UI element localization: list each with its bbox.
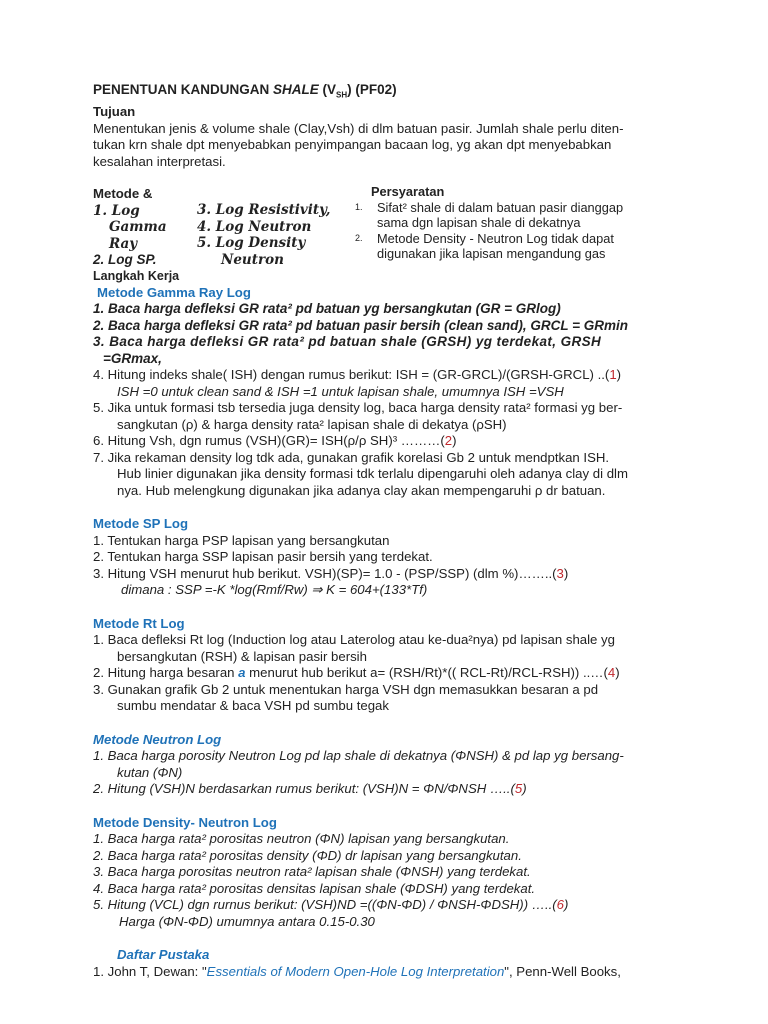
gamma-item-3b: =GRmax,	[103, 350, 162, 366]
metode-item-1c: Ray	[109, 235, 138, 252]
persyaratan-item-1	[355, 200, 655, 216]
gamma-item-4-text: 4. Hitung indeks shale( ISH) dengan rumus berikut: ISH = (GR-GRCL)/(GRSH-GRCL) ..(	[93, 367, 610, 383]
neutron-item-1b: kutan (ΦN)	[117, 764, 183, 780]
persyaratan-item-1b	[355, 215, 655, 231]
rt-item-3b: sumbu mendatar & baca VSH pd sumbu tegak	[117, 698, 389, 714]
langkah-heading: Langkah Kerja	[93, 269, 180, 284]
metode-item-1a: 1. Log	[93, 202, 140, 219]
document-page	[93, 82, 683, 980]
neutron-item-2	[93, 781, 683, 798]
gamma-item-7b: Hub linier digunakan jika density formasi tdk terlalu dipengaruhi oleh adanya clay di dlm	[117, 466, 628, 482]
density-item-5-text: 5. Hitung (VCL) dgn rurnus berikut: (VSH)ND =((ΦN-ΦD) / ΦNSH-ΦDSH)) …..(	[93, 897, 557, 913]
persyaratan-col	[355, 184, 655, 262]
density-eq-6-close: )	[564, 897, 569, 913]
metode-item-5: 5. Log Density	[197, 235, 306, 252]
gamma-item-4b: ISH =0 untuk clean sand & ISH =1 untuk lapisan shale, umumnya ISH =VSH	[117, 383, 564, 399]
gamma-item-7c: nya. Hub melengkung digunakan jika adanya clay akan mempengaruhi ρ dr batuan.	[117, 482, 606, 498]
metode-item-3: 3. Log Resistivity,	[197, 202, 331, 219]
gamma-eq-2-close: )	[452, 433, 457, 449]
gamma-item-7: 7. Jika rekaman density log tdk ada, gunakan grafik korelasi Gb 2 untuk mendptkan ISH.	[93, 449, 610, 465]
title-end: ) (PF02)	[347, 82, 397, 97]
title-tail: (V	[318, 82, 337, 97]
gamma-item-6-text: 6. Hitung Vsh, dgn rumus (VSH)(GR)= ISH(ρ/ρ SH)³ ………(	[93, 433, 445, 449]
gamma-eq-2: 2	[444, 433, 453, 449]
density-item-5	[93, 897, 683, 914]
gamma-item-1: 1. Baca harga defleksi GR rata² pd batuan yg bersangkutan (GR = GRlog)	[93, 301, 561, 317]
density-item-3: 3. Baca harga porositas neutron rata² lapisan shale (ΦNSH) yang terdekat.	[93, 864, 531, 880]
density-item-4: 4. Baca harga rata² porositas densitas lapisan shale (ΦDSH) yang terdekat.	[93, 880, 536, 896]
persyaratan-text-1a: Sifat² shale di dalam batuan pasir dianggap	[377, 199, 624, 215]
metode-item-4: 4. Log Neutron	[197, 218, 312, 235]
rt-item-3: 3. Gunakan grafik Gb 2 untuk menentukan harga VSH dgn memasukkan besaran a pd	[93, 681, 599, 697]
neutron-eq-5-close: )	[522, 781, 527, 797]
persyaratan-text-1b: sama dgn lapisan shale di dekatnya	[377, 215, 581, 231]
rt-item-1: 1. Baca defleksi Rt log (Induction log atau Laterolog atau ke-dua²nya) pd lapisan shale yg	[93, 632, 615, 648]
persyaratan-text-2b: digunakan jika lapisan mengandung gas	[377, 246, 606, 262]
persyaratan-item-2b	[355, 246, 655, 262]
gamma-eq-1-close: )	[616, 367, 622, 383]
gamma-heading: Metode Gamma Ray Log	[97, 284, 251, 300]
persyaratan-num-2: 2.	[355, 232, 363, 243]
persyaratan-num-1: 1.	[355, 201, 363, 212]
sp-item-2: 2. Tentukan harga SSP lapisan pasir bersih yang terdekat.	[93, 549, 433, 565]
title-italic: SHALE	[273, 82, 319, 97]
density-item-5b: Harga (ΦN-ΦD) umumnya antara 0.15-0.30	[119, 913, 375, 929]
page-title	[93, 82, 683, 104]
gamma-item-3: 3. Baca harga defleksi GR rata² pd batuan shale (GRSH) yg terdekat, GRSH	[93, 334, 602, 350]
density-item-1: 1. Baca harga rata² porositas neutron (ΦN) lapisan yang bersangkutan.	[93, 831, 510, 847]
gamma-item-6	[93, 433, 683, 450]
sp-heading: Metode SP Log	[93, 516, 189, 532]
metode-col-2	[197, 202, 377, 268]
metode-item-2: 2. Log SP.	[93, 252, 157, 268]
neutron-eq-5: 5	[514, 781, 523, 797]
rt-item-1b: bersangkutan (RSH) & lapisan pasir bersih	[117, 648, 367, 664]
pustaka-author: 1. John T, Dewan: "	[93, 963, 207, 979]
metode-item-1b: Gamma	[109, 219, 167, 236]
rt-item-2	[93, 665, 683, 682]
rt-eq-4-close: )	[615, 665, 620, 681]
sp-item-3b: dimana : SSP =-K *log(Rmf/Rw) ⇒ K = 604+(133*Tf)	[121, 582, 428, 598]
density-item-2: 2. Baca harga rata² porositas density (ΦD) dr lapisan yang bersangkutan.	[93, 847, 522, 863]
sp-eq-3: 3	[556, 565, 564, 581]
gamma-eq-1: 1	[609, 367, 617, 383]
density-heading: Metode Density- Neutron Log	[93, 814, 277, 830]
title-sub: SH	[336, 90, 348, 100]
neutron-item-2-text: 2. Hitung (VSH)N berdasarkan rumus berikut: (VSH)N = ΦN/ΦNSH …..(	[93, 781, 515, 797]
gamma-item-5b: sangkutan (ρ) & harga density rata² lapisan shale di dekatya (ρSH)	[117, 416, 507, 432]
sp-item-1: 1. Tentukan harga PSP lapisan yang bersangkutan	[93, 532, 390, 548]
tujuan-heading: Tujuan	[93, 104, 136, 120]
metode-item-5b: Neutron	[221, 251, 284, 268]
rt-eq-4: 4	[607, 665, 616, 681]
density-eq-6: 6	[556, 897, 565, 913]
gamma-item-5: 5. Jika untuk formasi tsb tersedia juga density log, baca harga density rata² formasi yg ber-	[93, 400, 623, 416]
rt-a-symbol: a	[238, 665, 246, 681]
gamma-item-4	[93, 367, 683, 384]
pustaka-title[interactable]: Essentials of Modern Open-Hole Log Interpretation	[206, 963, 505, 979]
metode-col-1	[93, 186, 203, 269]
persyaratan-text-2a: Metode Density - Neutron Log tidak dapat	[377, 230, 614, 246]
persyaratan-item-2	[355, 231, 655, 247]
tujuan-line-1: Menentukan jenis & volume shale (Clay,Vsh) di dlm batuan pasir. Jumlah shale perlu diten-	[93, 120, 624, 136]
neutron-heading: Metode Neutron Log	[93, 731, 222, 747]
metode-heading: Metode &	[93, 186, 153, 202]
persyaratan-heading: Persyaratan	[371, 184, 445, 200]
tujuan-line-3: kesalahan interpretasi.	[93, 153, 226, 169]
rt-heading: Metode Rt Log	[93, 615, 185, 631]
title-text: PENENTUAN KANDUNGAN	[93, 82, 274, 97]
tujuan-line-2: tukan krn shale dpt menyebabkan penyimpangan bacaan log, yg akan dpt menyebabkan	[93, 137, 612, 153]
pustaka-publisher: ", Penn-Well Books,	[504, 963, 621, 979]
sp-eq-3-close: )	[563, 565, 569, 581]
pustaka-item-1	[93, 964, 683, 981]
sp-item-3	[93, 566, 683, 583]
neutron-item-1: 1. Baca harga porosity Neutron Log pd lap shale di dekatnya (ΦNSH) & pd lap yg bersang-	[93, 748, 624, 764]
metode-persyaratan-block	[93, 186, 683, 268]
rt-item-2-rest: menurut hub berikut a= (RSH/Rt)*(( RCL-Rt)/RCL-RSH)) ..…(	[245, 665, 608, 681]
rt-item-2-text: 2. Hitung harga besaran	[93, 665, 239, 681]
gamma-item-2: 2. Baca harga defleksi GR rata² pd batuan pasir bersih (clean sand), GRCL = GRmin	[93, 317, 629, 333]
pustaka-heading: Daftar Pustaka	[117, 947, 210, 963]
sp-item-3-text: 3. Hitung VSH menurut hub berikut. VSH)(SP)= 1.0 - (PSP/SSP) (dlm %)……..(	[93, 565, 557, 581]
